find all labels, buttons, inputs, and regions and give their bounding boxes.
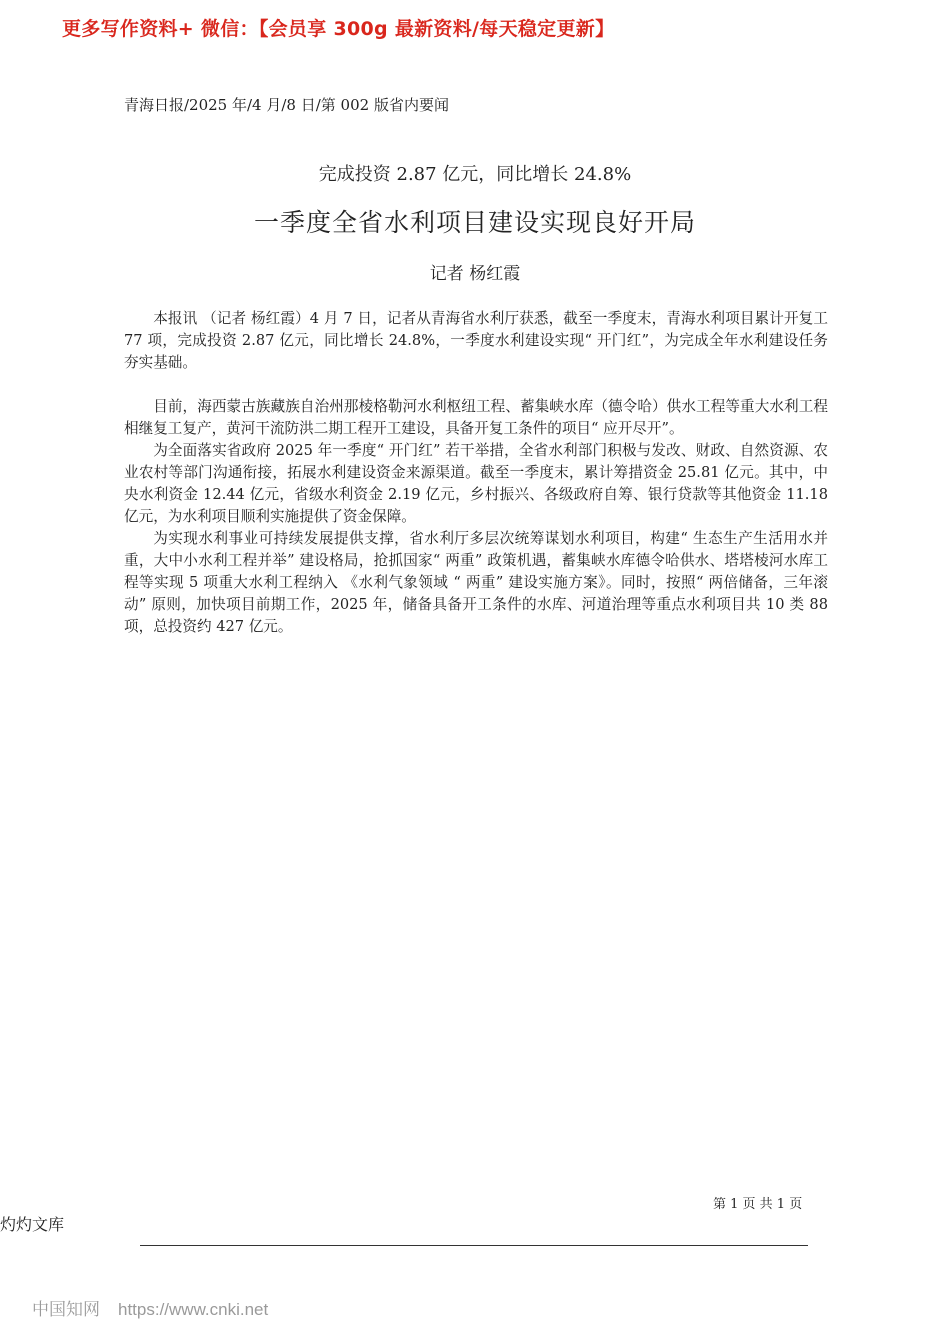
paragraph: 为全面落实省政府 2025 年一季度“ 开门红” 若干举措，全省水利部门积极与发改、财政、自然资源、农业农村等部门沟通衔接，拓展水利建设资金来源渠道。截至一季度末，累计筹措资金 25.81 亿元。其中，中央水利资金 12.44 亿元，省级水利资金 2.19 亿元，乡村振兴、各级政府自筹、银行贷款等其他资金 11.18 亿元，为水利项目顺利实施提供了资金保障。 [124,442,828,525]
article-subtitle: 完成投资 2.87 亿元，同比增长 24.8% [318,164,632,185]
article-title: 一季度全省水利项目建设实现良好开局 [253,208,696,237]
watermark-url: https://www.cnki.net [118,1300,269,1319]
footer-divider [140,1245,808,1246]
page-number: 第 1 页 共 1 页 [713,1197,803,1212]
cnki-watermark [32,1295,268,1320]
article-byline: 记者 杨红霞 [429,264,521,284]
source-line: 青海日报/2025 年/4 月/8 日/第 002 版省内要闻 [124,96,449,114]
library-name: 灼灼文库 [0,1215,65,1234]
paragraph: 本报讯 （记者 杨红霞）4 月 7 日，记者从青海省水利厅获悉，截至一季度末，青海水利项目累计开复工 77 项，完成投资 2.87 亿元，同比增长 24.8%，一季度水利建设实现“ 开门红”，为完成全年水利建设任务夯实基础。 [124,310,828,371]
paragraph: 目前，海西蒙古族藏族自治州那棱格勒河水利枢纽工程、蓄集峡水库（德令哈）供水工程等重大水利工程相继复工复产，黄河干流防洪二期工程开工建设，具备开复工条件的项目“ 应开尽开”。 [124,398,828,437]
article-body [124,308,828,638]
promo-banner: 更多写作资料+ 微信：【会员享 300g 最新资料/每天稳定更新】 [62,18,615,40]
watermark-site: 中国知网 [32,1300,100,1320]
paragraph: 为实现水利事业可持续发展提供支撑，省水利厅多层次统筹谋划水利项目，构建“ 生态生产生活用水并重，大中小水利工程并举” 建设格局，抢抓国家“ 两重” 政策机遇，蓄集峡水库德令哈供水、塔塔棱河水库工程等实现 5 项重大水利工程纳入 《水利气象领域 “ 两重” 建设实施方案》。同时，按照“ 两倍储备，三年滚动” 原则，加快项目前期工作，2025 年，储备具备开工条件的水库、河道治理等重点水利项目共 10 类 88 项，总投资约 427 亿元。 [124,530,828,635]
